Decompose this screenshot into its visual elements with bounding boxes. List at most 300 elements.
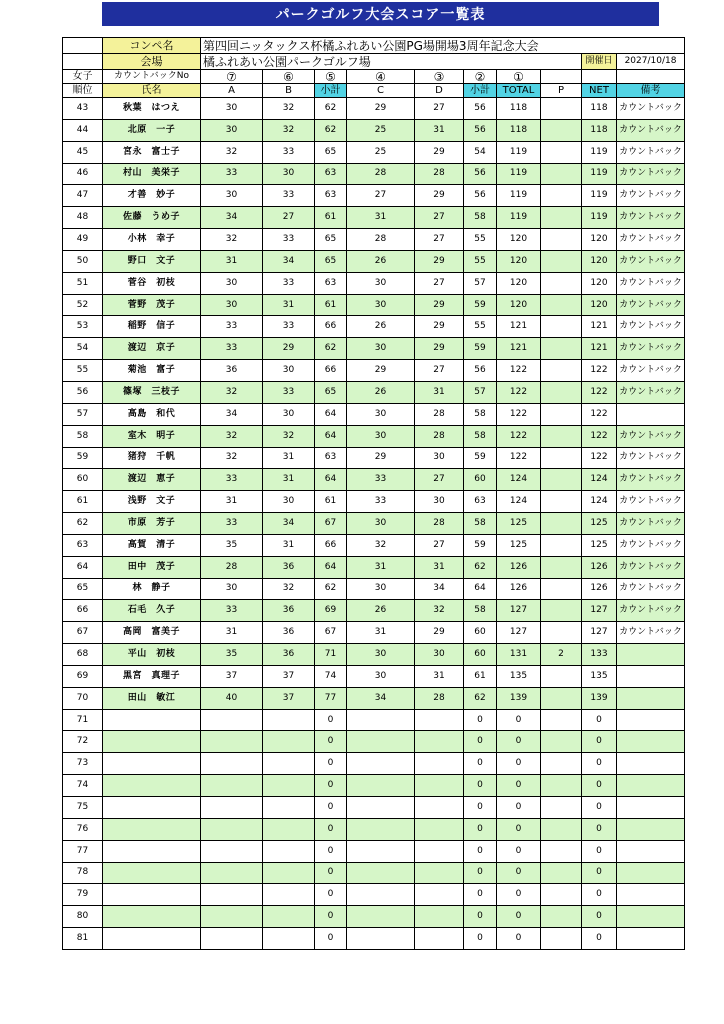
venue-row: [63, 54, 685, 70]
net-cell: 118: [582, 98, 617, 120]
score-d-cell: 29: [415, 250, 464, 272]
score-d-cell: [415, 753, 464, 775]
score-b-cell: [263, 928, 315, 950]
name-cell: [103, 928, 201, 950]
penalty-cell: [541, 709, 582, 731]
name-cell: 秋葉 はつえ: [103, 98, 201, 120]
table-row: [63, 775, 685, 797]
score-a-cell: [201, 731, 263, 753]
score-c-cell: [347, 709, 415, 731]
rank-cell: 52: [63, 294, 103, 316]
score-c-cell: [347, 797, 415, 819]
remarks-cell: カウントバック: [617, 381, 685, 403]
subtotal1-cell: 0: [315, 862, 347, 884]
subtotal2-cell: 61: [464, 665, 497, 687]
score-d-cell: 31: [415, 381, 464, 403]
score-b-cell: 33: [263, 272, 315, 294]
score-a-cell: [201, 775, 263, 797]
subtotal1-cell: 65: [315, 250, 347, 272]
penalty-cell: [541, 141, 582, 163]
score-c-cell: 34: [347, 687, 415, 709]
penalty-cell: [541, 272, 582, 294]
score-a-cell: 33: [201, 600, 263, 622]
net-cell: 119: [582, 163, 617, 185]
remarks-cell: カウントバック: [617, 469, 685, 491]
rank-cell: 47: [63, 185, 103, 207]
score-d-cell: [415, 862, 464, 884]
countback-header: カウントバックNo: [103, 70, 201, 84]
subtotal1-cell: 71: [315, 644, 347, 666]
score-b-cell: [263, 775, 315, 797]
penalty-cell: [541, 163, 582, 185]
rank-cell: 75: [63, 797, 103, 819]
net-cell: 126: [582, 556, 617, 578]
rank-cell: 45: [63, 141, 103, 163]
remarks-cell: [617, 687, 685, 709]
table-row: [63, 622, 685, 644]
score-a-cell: 34: [201, 403, 263, 425]
penalty-cell: [541, 578, 582, 600]
subtotal1-cell: 64: [315, 469, 347, 491]
rank-cell: 60: [63, 469, 103, 491]
name-cell: 宮永 富士子: [103, 141, 201, 163]
score-d-cell: 32: [415, 600, 464, 622]
penalty-cell: [541, 250, 582, 272]
rank-cell: 59: [63, 447, 103, 469]
score-b-cell: 37: [263, 687, 315, 709]
score-b-cell: 27: [263, 207, 315, 229]
subtotal1-cell: 67: [315, 622, 347, 644]
total-cell: 0: [497, 862, 541, 884]
total-cell: 125: [497, 513, 541, 535]
remarks-cell: [617, 775, 685, 797]
total-cell: 139: [497, 687, 541, 709]
penalty-cell: [541, 381, 582, 403]
remarks-cell: カウントバック: [617, 578, 685, 600]
penalty-cell: [541, 753, 582, 775]
score-d-cell: [415, 775, 464, 797]
score-c-cell: [347, 731, 415, 753]
competition-label: コンペ名: [103, 38, 201, 54]
total-cell: 0: [497, 818, 541, 840]
score-d-cell: 27: [415, 469, 464, 491]
score-c-cell: 33: [347, 469, 415, 491]
subtotal1-cell: 0: [315, 709, 347, 731]
subtotal1-cell: 0: [315, 775, 347, 797]
penalty-cell: [541, 119, 582, 141]
total-cell: 126: [497, 578, 541, 600]
countback-1: ①: [497, 70, 541, 84]
score-d-cell: 30: [415, 447, 464, 469]
score-a-cell: 40: [201, 687, 263, 709]
score-d-cell: [415, 840, 464, 862]
subtotal2-cell: 59: [464, 294, 497, 316]
score-a-cell: [201, 797, 263, 819]
subtotal2-cell: 58: [464, 600, 497, 622]
score-d-cell: 28: [415, 687, 464, 709]
name-cell: 才善 妙子: [103, 185, 201, 207]
subtotal2-cell: 58: [464, 425, 497, 447]
subtotal2-cell: 0: [464, 862, 497, 884]
penalty-cell: [541, 185, 582, 207]
score-c-cell: 30: [347, 403, 415, 425]
name-cell: 渡辺 京子: [103, 338, 201, 360]
table-row: [63, 687, 685, 709]
table-row: [63, 316, 685, 338]
remarks-cell: カウントバック: [617, 534, 685, 556]
remarks-cell: カウントバック: [617, 600, 685, 622]
subtotal1-cell: 65: [315, 141, 347, 163]
remarks-header: 備考: [617, 84, 685, 98]
net-cell: 0: [582, 797, 617, 819]
subtotal1-cell: 63: [315, 185, 347, 207]
score-b-cell: 29: [263, 338, 315, 360]
rank-cell: 65: [63, 578, 103, 600]
score-c-cell: 26: [347, 250, 415, 272]
a-header: A: [201, 84, 263, 98]
score-c-cell: 30: [347, 338, 415, 360]
name-cell: [103, 884, 201, 906]
score-d-cell: 29: [415, 185, 464, 207]
score-a-cell: 30: [201, 272, 263, 294]
total-cell: 119: [497, 163, 541, 185]
name-cell: [103, 840, 201, 862]
subtotal2-cell: 62: [464, 556, 497, 578]
score-c-cell: 29: [347, 447, 415, 469]
remarks-cell: [617, 753, 685, 775]
net-cell: 120: [582, 272, 617, 294]
rank-cell: 69: [63, 665, 103, 687]
score-c-cell: 30: [347, 294, 415, 316]
penalty-cell: [541, 687, 582, 709]
rank-cell: 77: [63, 840, 103, 862]
rank-cell: 67: [63, 622, 103, 644]
table-row: [63, 229, 685, 251]
net-cell: 0: [582, 906, 617, 928]
remarks-cell: カウントバック: [617, 141, 685, 163]
remarks-cell: カウントバック: [617, 163, 685, 185]
d-header: D: [415, 84, 464, 98]
score-b-cell: 31: [263, 534, 315, 556]
rank-cell: 53: [63, 316, 103, 338]
table-row: [63, 294, 685, 316]
score-a-cell: [201, 884, 263, 906]
score-d-cell: [415, 731, 464, 753]
score-d-cell: 28: [415, 403, 464, 425]
total-cell: 0: [497, 731, 541, 753]
table-row: [63, 469, 685, 491]
c-header: C: [347, 84, 415, 98]
score-b-cell: 32: [263, 425, 315, 447]
net-cell: 127: [582, 622, 617, 644]
penalty-cell: [541, 316, 582, 338]
subtotal1-cell: 74: [315, 665, 347, 687]
rank-cell: 71: [63, 709, 103, 731]
score-d-cell: [415, 797, 464, 819]
score-a-cell: 36: [201, 360, 263, 382]
rank-cell: 48: [63, 207, 103, 229]
name-cell: 石毛 久子: [103, 600, 201, 622]
remarks-cell: [617, 644, 685, 666]
total-cell: 0: [497, 775, 541, 797]
remarks-cell: [617, 840, 685, 862]
net-cell: 122: [582, 381, 617, 403]
subtotal1-cell: 0: [315, 840, 347, 862]
score-d-cell: 28: [415, 425, 464, 447]
name-cell: 村山 美栄子: [103, 163, 201, 185]
total-cell: 122: [497, 425, 541, 447]
score-b-cell: 37: [263, 665, 315, 687]
score-a-cell: 32: [201, 229, 263, 251]
subtotal1-cell: 64: [315, 556, 347, 578]
penalty-cell: [541, 534, 582, 556]
net-cell: 122: [582, 360, 617, 382]
subtotal2-cell: 0: [464, 928, 497, 950]
net-cell: 119: [582, 185, 617, 207]
rank-cell: 79: [63, 884, 103, 906]
penalty-cell: [541, 840, 582, 862]
name-cell: 野口 文子: [103, 250, 201, 272]
score-d-cell: [415, 906, 464, 928]
score-b-cell: 33: [263, 185, 315, 207]
score-c-cell: 26: [347, 600, 415, 622]
name-cell: 猪狩 千帆: [103, 447, 201, 469]
remarks-cell: [617, 884, 685, 906]
score-a-cell: 28: [201, 556, 263, 578]
table-row: [63, 207, 685, 229]
total-cell: 122: [497, 403, 541, 425]
score-d-cell: 29: [415, 338, 464, 360]
countback-5: ⑤: [315, 70, 347, 84]
remarks-cell: カウントバック: [617, 338, 685, 360]
subtotal2-cell: 56: [464, 163, 497, 185]
remarks-cell: カウントバック: [617, 491, 685, 513]
subtotal2-cell: 60: [464, 469, 497, 491]
remarks-cell: カウントバック: [617, 622, 685, 644]
score-c-cell: 30: [347, 513, 415, 535]
rank-cell: 73: [63, 753, 103, 775]
subtotal2-cell: 60: [464, 644, 497, 666]
table-row: [63, 818, 685, 840]
remarks-cell: [617, 906, 685, 928]
subtotal1-cell: 66: [315, 316, 347, 338]
subtotal2-cell: 58: [464, 403, 497, 425]
score-a-cell: 32: [201, 141, 263, 163]
countback-6: ⑥: [263, 70, 315, 84]
penalty-cell: [541, 622, 582, 644]
net-cell: 124: [582, 469, 617, 491]
total-cell: 119: [497, 141, 541, 163]
subtotal2-cell: 59: [464, 534, 497, 556]
remarks-cell: カウントバック: [617, 272, 685, 294]
penalty-cell: [541, 556, 582, 578]
score-c-cell: 29: [347, 98, 415, 120]
subtotal2-header: 小計: [464, 84, 497, 98]
subtotal1-cell: 62: [315, 338, 347, 360]
score-d-cell: 31: [415, 665, 464, 687]
table-row: [63, 534, 685, 556]
score-c-cell: 26: [347, 381, 415, 403]
score-c-cell: [347, 862, 415, 884]
total-cell: 0: [497, 753, 541, 775]
score-b-cell: 36: [263, 556, 315, 578]
net-cell: 119: [582, 141, 617, 163]
subtotal1-cell: 0: [315, 884, 347, 906]
score-b-cell: [263, 731, 315, 753]
subtotal2-cell: 54: [464, 141, 497, 163]
net-cell: 126: [582, 578, 617, 600]
rank-cell: 44: [63, 119, 103, 141]
total-cell: 124: [497, 469, 541, 491]
penalty-cell: [541, 98, 582, 120]
subtotal2-cell: 56: [464, 360, 497, 382]
total-cell: 0: [497, 797, 541, 819]
header-row-2: [63, 84, 685, 98]
countback-7: ⑦: [201, 70, 263, 84]
subtotal2-cell: 58: [464, 513, 497, 535]
score-a-cell: 30: [201, 294, 263, 316]
subtotal1-cell: 62: [315, 578, 347, 600]
net-cell: 125: [582, 513, 617, 535]
rank-cell: 43: [63, 98, 103, 120]
penalty-cell: [541, 665, 582, 687]
name-cell: [103, 753, 201, 775]
rank-cell: 80: [63, 906, 103, 928]
name-cell: 高賀 清子: [103, 534, 201, 556]
score-a-cell: [201, 862, 263, 884]
table-row: [63, 425, 685, 447]
table-row: [63, 862, 685, 884]
subtotal2-cell: 0: [464, 818, 497, 840]
score-c-cell: 30: [347, 425, 415, 447]
table-row: [63, 513, 685, 535]
score-d-cell: 29: [415, 294, 464, 316]
score-b-cell: 33: [263, 316, 315, 338]
name-cell: 篠塚 三枝子: [103, 381, 201, 403]
subtotal2-cell: 55: [464, 229, 497, 251]
subtotal1-cell: 0: [315, 928, 347, 950]
subtotal2-cell: 56: [464, 185, 497, 207]
subtotal2-cell: 55: [464, 250, 497, 272]
score-c-cell: 26: [347, 316, 415, 338]
score-b-cell: 32: [263, 98, 315, 120]
score-c-cell: 31: [347, 207, 415, 229]
name-cell: 小林 幸子: [103, 229, 201, 251]
subtotal1-cell: 65: [315, 229, 347, 251]
total-cell: 0: [497, 928, 541, 950]
table-row: [63, 491, 685, 513]
score-c-cell: 30: [347, 578, 415, 600]
total-cell: 121: [497, 316, 541, 338]
score-b-cell: [263, 797, 315, 819]
score-a-cell: 33: [201, 469, 263, 491]
rank-cell: 56: [63, 381, 103, 403]
subtotal1-cell: 63: [315, 163, 347, 185]
penalty-cell: [541, 600, 582, 622]
penalty-cell: [541, 906, 582, 928]
score-c-cell: [347, 906, 415, 928]
score-c-cell: [347, 818, 415, 840]
subtotal1-cell: 66: [315, 534, 347, 556]
score-d-cell: 34: [415, 578, 464, 600]
penalty-cell: [541, 862, 582, 884]
score-a-cell: 33: [201, 338, 263, 360]
score-c-cell: 30: [347, 665, 415, 687]
penalty-cell: [541, 491, 582, 513]
score-b-cell: 30: [263, 360, 315, 382]
remarks-cell: [617, 928, 685, 950]
score-d-cell: 27: [415, 360, 464, 382]
name-cell: [103, 797, 201, 819]
rank-cell: 66: [63, 600, 103, 622]
penalty-cell: [541, 338, 582, 360]
score-a-cell: 33: [201, 513, 263, 535]
score-b-cell: 34: [263, 250, 315, 272]
rank-cell: 62: [63, 513, 103, 535]
venue-label: 会場: [103, 54, 201, 70]
rank-cell: 51: [63, 272, 103, 294]
score-a-cell: 32: [201, 381, 263, 403]
penalty-cell: [541, 360, 582, 382]
table-row: [63, 906, 685, 928]
name-cell: [103, 906, 201, 928]
net-cell: 133: [582, 644, 617, 666]
net-cell: 120: [582, 294, 617, 316]
penalty-cell: [541, 425, 582, 447]
countback-4: ④: [347, 70, 415, 84]
rank-cell: 54: [63, 338, 103, 360]
score-d-cell: 29: [415, 141, 464, 163]
score-b-cell: 33: [263, 229, 315, 251]
rank-cell: 61: [63, 491, 103, 513]
net-header: NET: [582, 84, 617, 98]
rank-cell: 64: [63, 556, 103, 578]
event-date: 2027/10/18: [617, 54, 685, 70]
score-c-cell: [347, 928, 415, 950]
net-cell: 122: [582, 403, 617, 425]
net-cell: 121: [582, 338, 617, 360]
name-cell: 佐藤 うめ子: [103, 207, 201, 229]
score-b-cell: 30: [263, 491, 315, 513]
name-cell: 稲野 信子: [103, 316, 201, 338]
subtotal2-cell: 58: [464, 207, 497, 229]
score-d-cell: [415, 928, 464, 950]
remarks-cell: [617, 403, 685, 425]
subtotal1-cell: 65: [315, 381, 347, 403]
rank-cell: 63: [63, 534, 103, 556]
subtotal1-cell: 0: [315, 906, 347, 928]
table-row: [63, 403, 685, 425]
net-cell: 0: [582, 818, 617, 840]
score-d-cell: 27: [415, 207, 464, 229]
score-a-cell: 33: [201, 163, 263, 185]
total-cell: 0: [497, 884, 541, 906]
subtotal1-cell: 64: [315, 403, 347, 425]
score-b-cell: [263, 862, 315, 884]
total-cell: 122: [497, 360, 541, 382]
table-row: [63, 272, 685, 294]
penalty-cell: [541, 731, 582, 753]
rank-cell: 58: [63, 425, 103, 447]
remarks-cell: カウントバック: [617, 294, 685, 316]
table-row: [63, 556, 685, 578]
table-row: [63, 163, 685, 185]
score-a-cell: 34: [201, 207, 263, 229]
penalty-cell: [541, 818, 582, 840]
net-cell: 0: [582, 709, 617, 731]
countback-3: ③: [415, 70, 464, 84]
subtotal2-cell: 59: [464, 447, 497, 469]
